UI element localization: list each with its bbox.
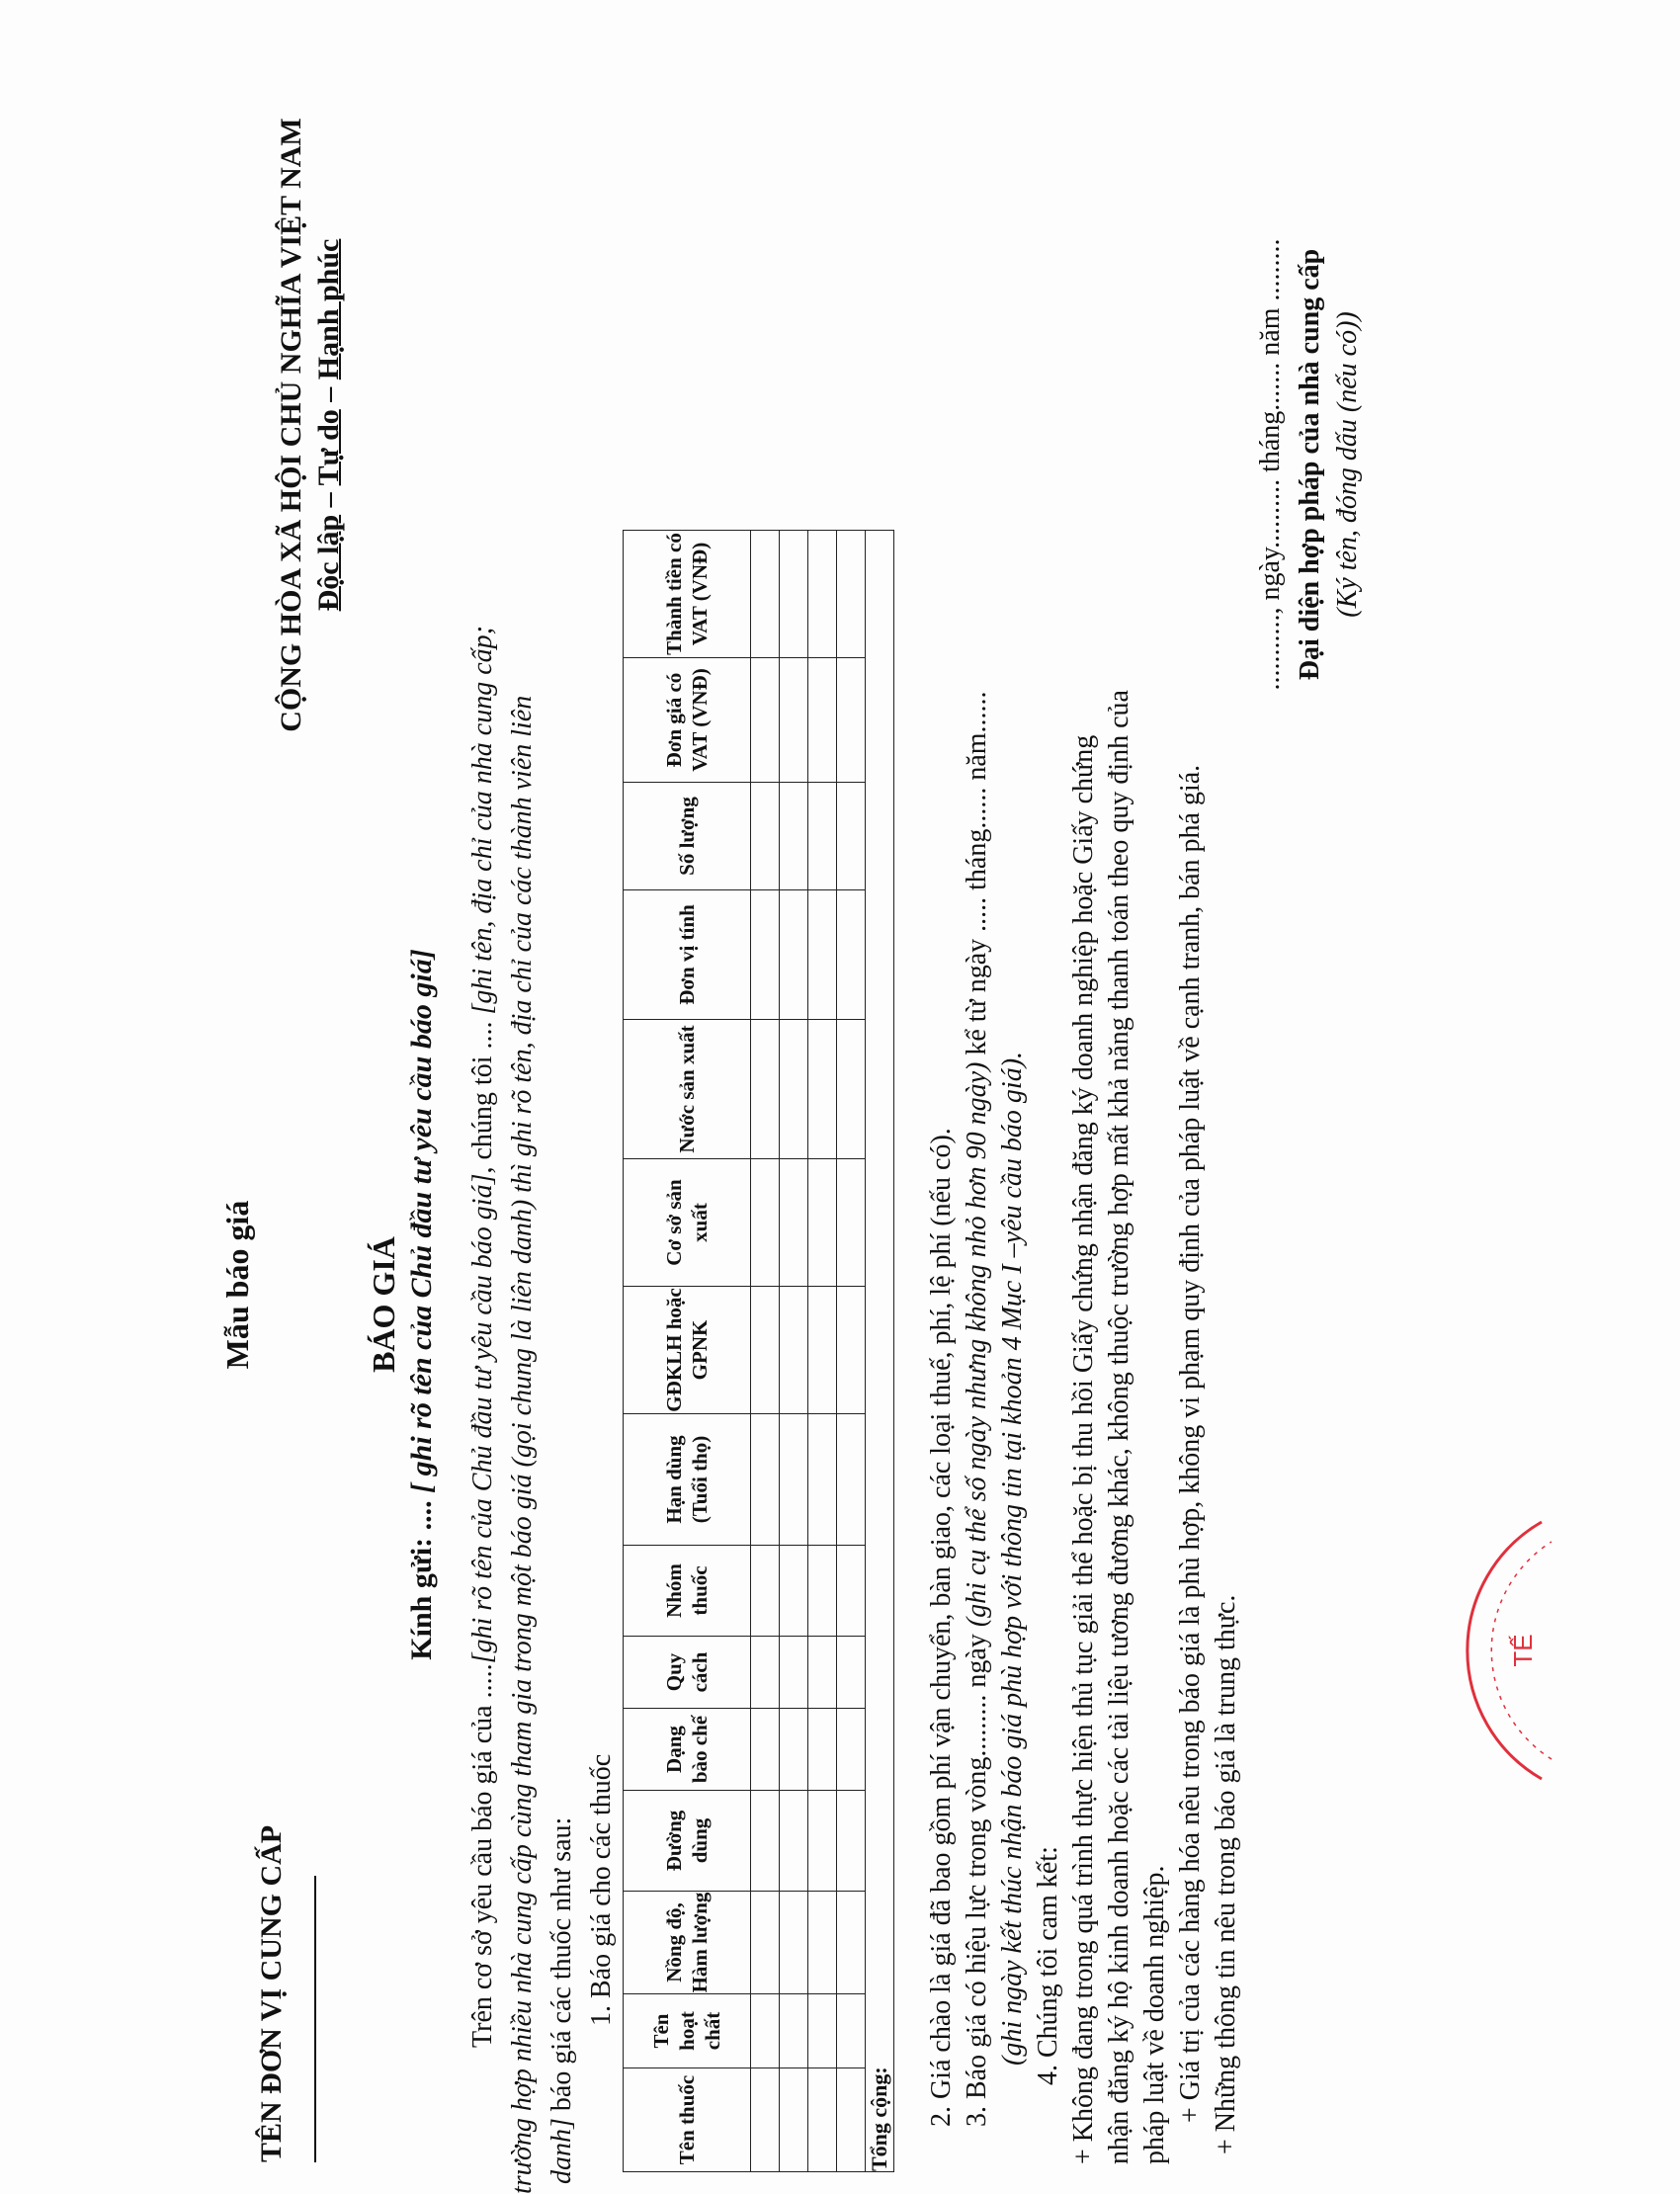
col-header: Hạn dùng (Tuổi thọ) (624, 1414, 751, 1546)
table-row (751, 531, 780, 2172)
col-header: Tên thuốc (624, 2068, 751, 2172)
col-header: Đơn vị tính (624, 890, 751, 1020)
nation-heading: CỘNG HÒA XÃ HỘI CHỦ NGHĨA VIỆT NAM (275, 118, 307, 732)
intro-italic-line3: danh] (546, 2118, 577, 2184)
note-2: 2. Giá chào là giá đã bao gồm phí vận chuyển, bàn giao, các loại thuế, phí, lệ phí (nếu có). (926, 1128, 957, 2127)
signature-title: Đại diện hợp pháp của nhà cung cấp (1295, 248, 1325, 681)
col-header: Đường dùng (624, 1791, 751, 1892)
note-4-commitments: 4. Chúng tôi cam kết: (1033, 1846, 1063, 2085)
col-header: Thành tiền có VAT (VNĐ) (624, 531, 751, 658)
intro-line-3 (544, 1817, 581, 2184)
motto-part-3: Hạnh phúc (312, 238, 345, 380)
intro-line-1 (464, 626, 502, 2048)
table-row (780, 531, 808, 2172)
motto-dash-1: – (312, 485, 345, 515)
commitment-1-line-1: + Không đang trong quá trình thực hiện thủ tục giải thể hoặc bị thu hồi Giấy chứng nhận đăng ký doanh nghiệp hoặc Giấy chứng (1068, 734, 1099, 2164)
recipient-line (405, 435, 439, 2174)
col-header: Tên hoạt chất (624, 1994, 751, 2068)
note-3-italic: (ghi cụ thể số ngày nhưng không nhỏ hơn 90 ngày) (962, 1061, 992, 1628)
note-3-text-c: kể từ ngày ..... tháng...... năm...... (962, 691, 992, 1062)
table-total-label: Tổng cộng: (866, 531, 894, 2172)
col-header: Cơ sở sản xuất (624, 1159, 751, 1287)
motto-part-1: Độc lập (312, 514, 345, 612)
note-3-text-a: 3. Báo giá có hiệu lực trong vòng......... ngày (962, 1627, 992, 2127)
note-3-continuation: (ghi ngày kết thúc nhận báo giá phù hợp với thông tin tại khoản 4 Mục I –yêu cầu báo giá). (997, 1051, 1028, 2066)
intro-text-a: Trên cơ sở yêu cầu báo giá của ..... (467, 1663, 498, 2048)
drug-quote-table (623, 530, 894, 2172)
document-title: BÁO GIÁ (366, 1236, 401, 1373)
motto-dash-2: – (312, 380, 345, 410)
motto-part-2: Tự do (312, 409, 345, 486)
col-header: Nồng độ, Hàm lượng (624, 1892, 751, 1994)
note-3 (960, 691, 995, 2127)
col-header: Đơn giá có VAT (VNĐ) (624, 658, 751, 783)
intro-text-c: , chúng tôi .... (467, 1014, 498, 1174)
signature-date-line: ..........., ngày.......... tháng....... năm ......... (1255, 238, 1286, 691)
col-header: Nước sản xuất (624, 1020, 751, 1159)
signature-note: (Ký tên, đóng dấu (nếu có)) (1332, 311, 1363, 618)
supplier-underline (314, 1876, 316, 2162)
col-header: GĐKLH hoặc GPNK (624, 1287, 751, 1414)
col-header: Số lượng (624, 783, 751, 890)
table-row (837, 531, 866, 2172)
supplier-name-label: TÊN ĐƠN VỊ CUNG CẤP (255, 1824, 288, 2162)
table-row (808, 531, 837, 2172)
form-title: Mẫu báo giá (219, 1200, 255, 1370)
red-seal-stamp (1403, 1502, 1601, 1799)
intro-italic-d: [ghi tên, địa chỉ của nhà cung cấp; (467, 626, 498, 1015)
national-motto (312, 0, 346, 870)
col-header: Dạng bào chế (624, 1709, 751, 1791)
commitment-1-line-3: pháp luật về doanh nghiệp. (1139, 1865, 1170, 2164)
recipient-prefix: Kính gửi: .... (405, 1492, 438, 1660)
col-header: Quy cách (624, 1637, 751, 1709)
recipient-placeholder: [ ghi rõ tên của Chủ đầu tư yêu cầu báo giá] (405, 949, 438, 1493)
commitment-2: + Giá trị của các hàng hóa nêu trong báo giá là phù hợp, không vi phạm quy định của pháp luật về cạnh tranh, bán phá giá. (1175, 764, 1206, 2123)
table-header-row (624, 531, 751, 2172)
intro-line-2: trường hợp nhiều nhà cung cấp cùng tham gia trong một báo giá (gọi chung là liên danh) thì ghi rõ tên, địa chỉ của các thành viên liên (507, 695, 538, 2194)
stamp-text: TẾ (1508, 1634, 1538, 1667)
item-1-heading: 1. Báo giá cho các thuốc (586, 1753, 617, 2026)
commitment-3: + Những thông tin nêu trong báo giá là trung thực. (1211, 1594, 1241, 2154)
commitment-1-line-2: nhận đăng ký hộ kinh doanh hoặc các tài liệu tương đương khác, không thuộc trường hợp mất khả năng thanh toán theo quy định của (1104, 690, 1134, 2164)
intro-text-line3: báo giá các thuốc như sau: (546, 1816, 577, 2119)
col-header: Nhóm thuốc (624, 1546, 751, 1637)
intro-italic-b: [ghi rõ tên của Chủ đầu tư yêu cầu báo giá] (467, 1173, 498, 1664)
table-total-row (866, 531, 894, 2172)
